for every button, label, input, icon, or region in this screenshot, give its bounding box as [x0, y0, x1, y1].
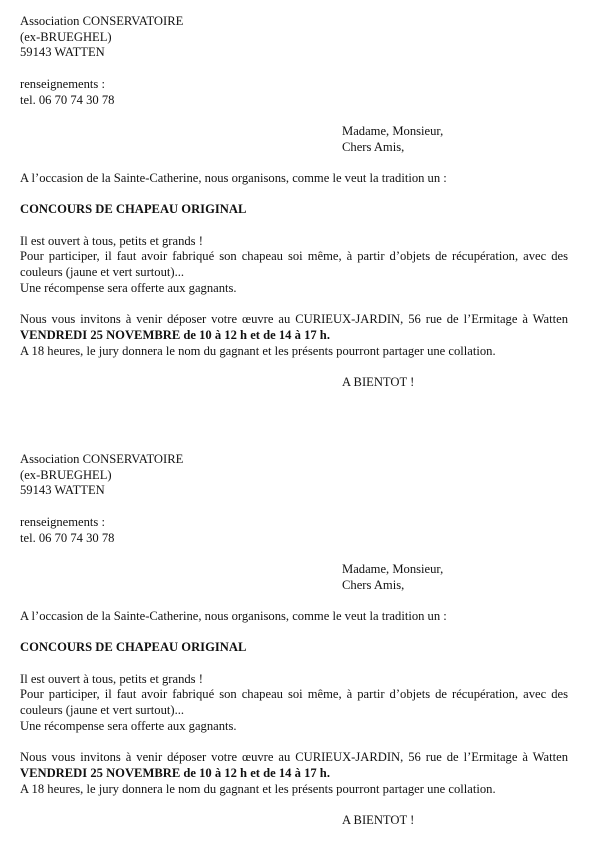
spacer: [20, 499, 568, 515]
rules-line-3: Une récompense sera offerte aux gagnants.: [20, 718, 237, 733]
sender-name: Association CONSERVATOIRE: [20, 452, 184, 466]
salutation-line-2: Chers Amis,: [342, 139, 405, 154]
letter-bottom: [20, 452, 568, 829]
rules-line-2: Pour participer, il faut avoir fabriqué son chapeau soi même, à partir d’objets de récupération, avec des couleurs (jaune et vert surtout)...: [20, 249, 568, 280]
closing-text: A BIENTOT !: [342, 813, 415, 828]
letter-top: [20, 14, 568, 391]
spacer: [20, 359, 568, 375]
sender-former-name: (ex-BRUEGHEL): [20, 467, 112, 482]
sender-former-name: (ex-BRUEGHEL): [20, 29, 112, 44]
spacer: [20, 735, 568, 751]
invitation-date: VENDREDI 25 NOVEMBRE de 10 à 12 h et de 14 à 17 h.: [20, 765, 330, 780]
sender-name: Association CONSERVATOIRE: [20, 14, 184, 28]
spacer: [20, 625, 568, 641]
salutation-line-2: Chers Amis,: [342, 577, 405, 592]
spacer: [20, 61, 568, 77]
spacer: [20, 218, 568, 234]
sender-city: 59143 WATTEN: [20, 45, 105, 60]
contact-label: renseignements :: [20, 76, 105, 91]
spacer: [20, 155, 568, 171]
contest-title: CONCOURS DE CHAPEAU ORIGINAL: [20, 640, 247, 655]
contact-phone: tel. 06 70 74 30 78: [20, 92, 115, 107]
invitation-paragraph: [20, 750, 568, 781]
contest-title: CONCOURS DE CHAPEAU ORIGINAL: [20, 202, 247, 217]
rules-line-3: Une récompense sera offerte aux gagnants.: [20, 280, 237, 295]
invitation-text: Nous vous invitons à venir déposer votre œuvre au CURIEUX-JARDIN, 56 rue de l’Ermitage à Watten: [20, 312, 568, 327]
spacer: [20, 187, 568, 203]
rules-line-1: Il est ouvert à tous, petits et grands !: [20, 233, 203, 248]
jury-text: A 18 heures, le jury donnera le nom du gagnant et les présents pourront partager une collation.: [20, 781, 496, 796]
spacer: [20, 593, 568, 609]
spacer: [20, 108, 568, 124]
rules-line-1: Il est ouvert à tous, petits et grands !: [20, 671, 203, 686]
intro-text: A l’occasion de la Sainte-Catherine, nous organisons, comme le veut la tradition un :: [20, 170, 447, 185]
spacer: [20, 546, 568, 562]
salutation-line-1: Madame, Monsieur,: [342, 123, 444, 138]
sender-city: 59143 WATTEN: [20, 483, 105, 498]
invitation-text: Nous vous invitons à venir déposer votre œuvre au CURIEUX-JARDIN, 56 rue de l’Ermitage à Watten: [20, 750, 568, 765]
contact-label: renseignements :: [20, 514, 105, 529]
invitation-paragraph: [20, 312, 568, 343]
spacer: [20, 656, 568, 672]
contact-phone: tel. 06 70 74 30 78: [20, 530, 115, 545]
closing-text: A BIENTOT !: [342, 375, 415, 390]
invitation-date: VENDREDI 25 NOVEMBRE de 10 à 12 h et de 14 à 17 h.: [20, 327, 330, 342]
spacer: [20, 797, 568, 813]
salutation-line-1: Madame, Monsieur,: [342, 561, 444, 576]
intro-text: A l’occasion de la Sainte-Catherine, nous organisons, comme le veut la tradition un :: [20, 608, 447, 623]
spacer: [20, 297, 568, 313]
rules-line-2: Pour participer, il faut avoir fabriqué son chapeau soi même, à partir d’objets de récupération, avec des couleurs (jaune et vert surtout)...: [20, 687, 568, 718]
jury-text: A 18 heures, le jury donnera le nom du gagnant et les présents pourront partager une collation.: [20, 343, 496, 358]
